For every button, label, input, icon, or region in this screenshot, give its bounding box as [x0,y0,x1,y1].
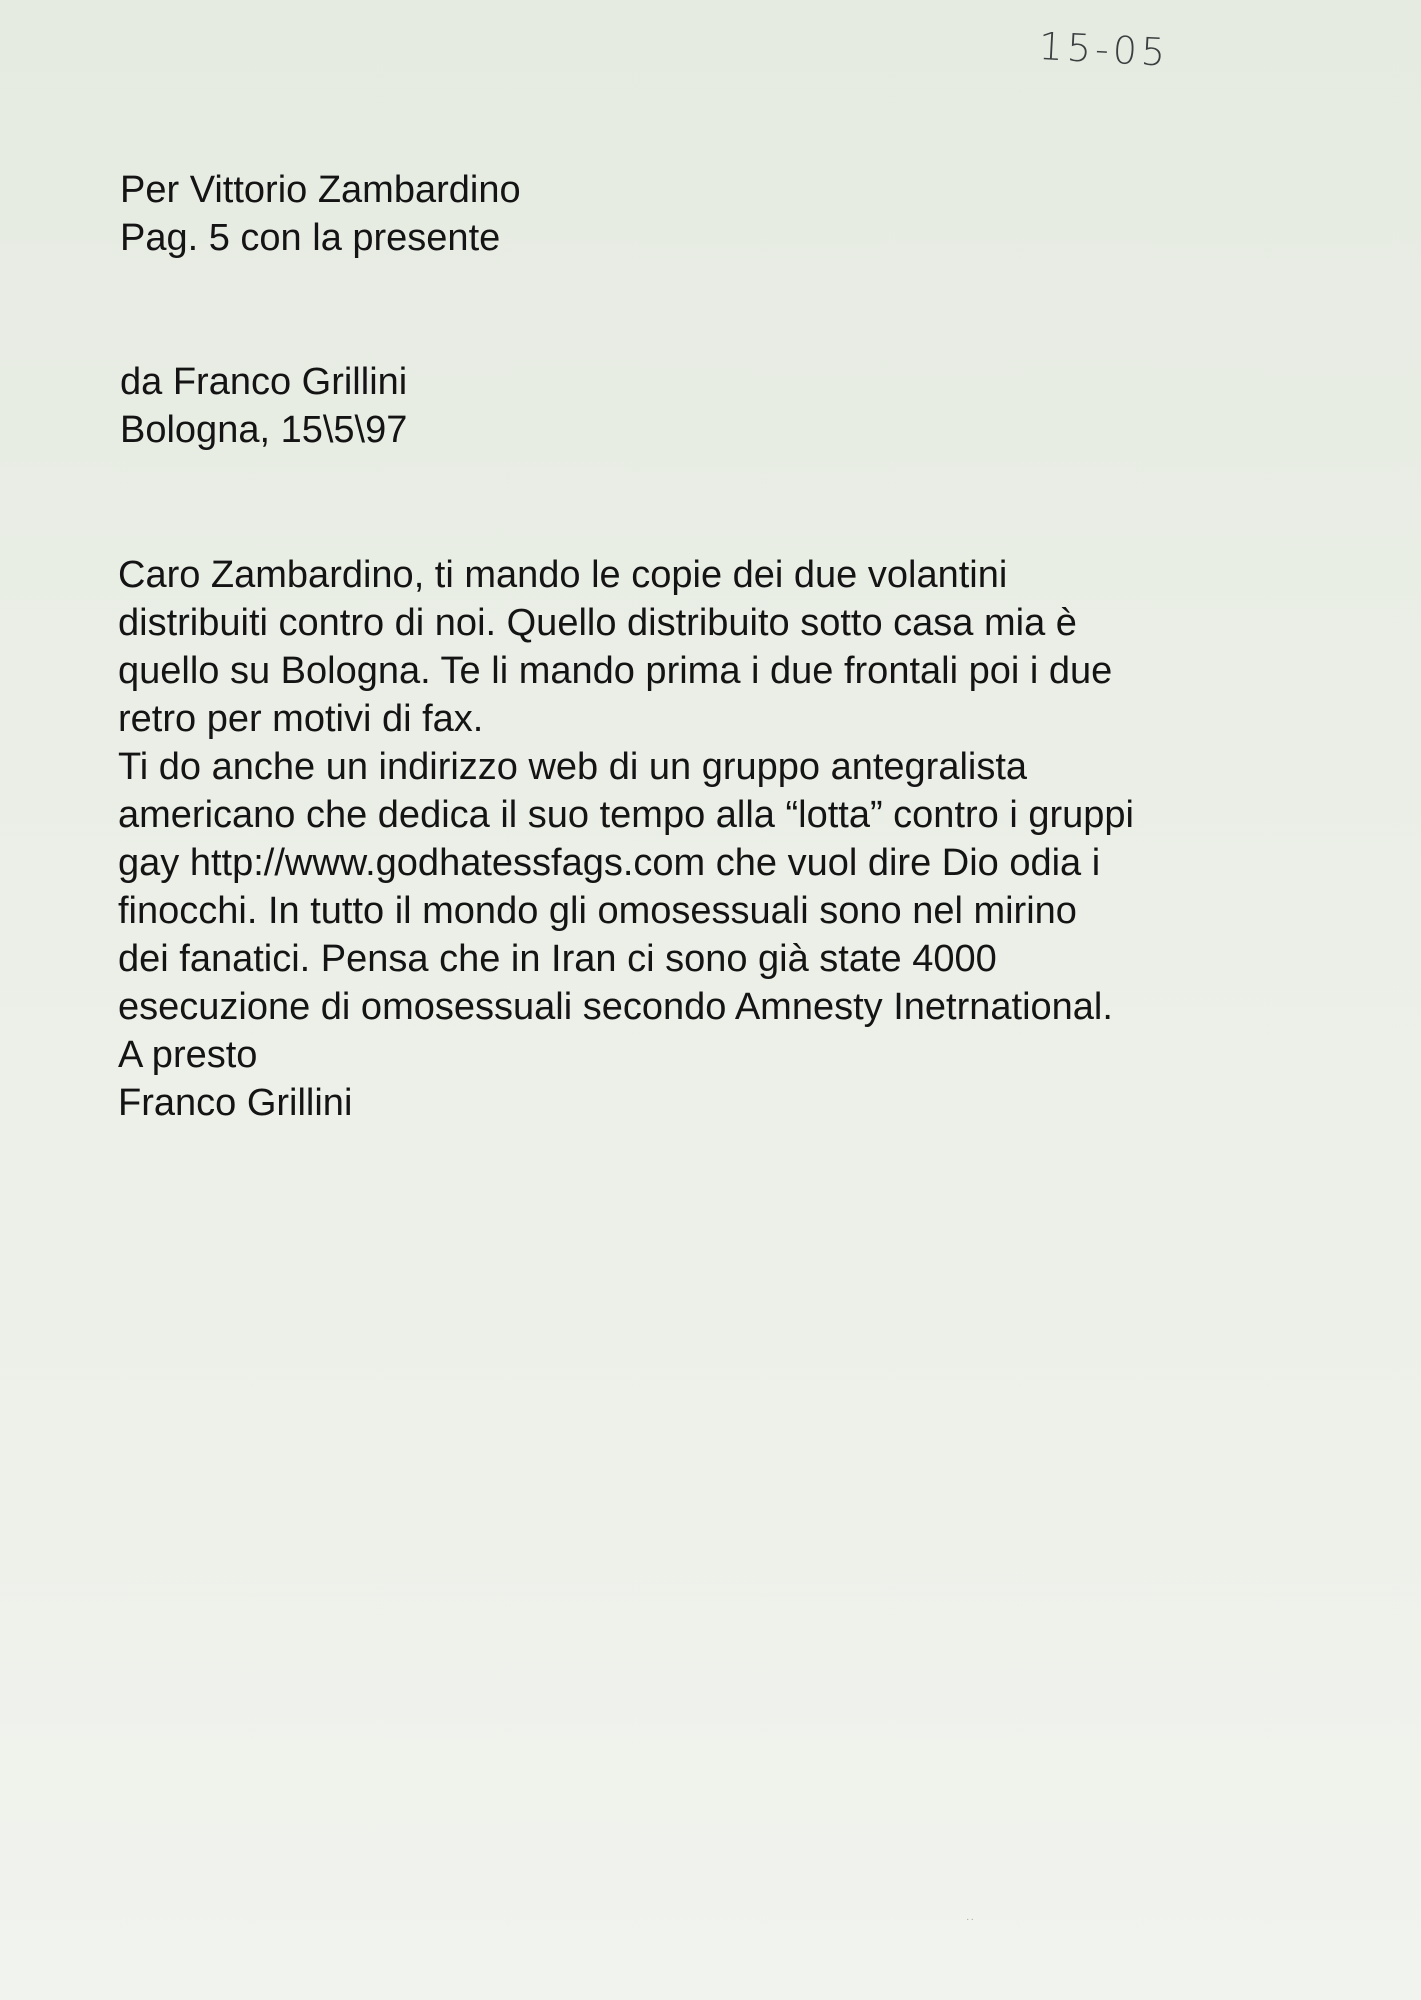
letter-body [118,551,1338,1127]
body-line: Ti do anche un indirizzo web di un gruppo antegralista [118,746,1028,788]
body-line: esecuzione di omosessuali secondo Amnesty Inetrnational. [118,986,1113,1028]
body-line: distribuiti contro di noi. Quello distribuito sotto casa mia è [118,602,1077,644]
recipient-line: Per Vittorio Zambardino [120,169,521,211]
body-line: quello su Bologna. Te li mando prima i due frontali poi i due [118,650,1113,692]
signature-line: Franco Grillini [118,1082,353,1124]
body-line: americano che dedica il suo tempo alla “lotta” contro i gruppi [118,794,1134,836]
page-count-line: Pag. 5 con la presente [120,217,501,259]
paper-speck: ˙˙ [966,1916,976,1932]
body-line: gay http://www.godhatessfags.com che vuol dire Dio odia i [118,842,1101,884]
body-line: finocchi. In tutto il mondo gli omosessuali sono nel mirino [118,890,1077,932]
place-date-line: Bologna, 15\5\97 [120,409,408,451]
sender-line: da Franco Grillini [120,361,408,403]
recipient-header [120,166,1340,262]
body-line: retro per motivi di fax. [118,698,484,740]
closing-line: A presto [118,1034,258,1076]
body-line: Caro Zambardino, ti mando le copie dei due volantini [118,554,1008,596]
body-line: dei fanatici. Pensa che in Iran ci sono già state 4000 [118,938,997,980]
sender-block [120,358,1340,454]
handwritten-page-note: 15-05 [1037,24,1171,75]
